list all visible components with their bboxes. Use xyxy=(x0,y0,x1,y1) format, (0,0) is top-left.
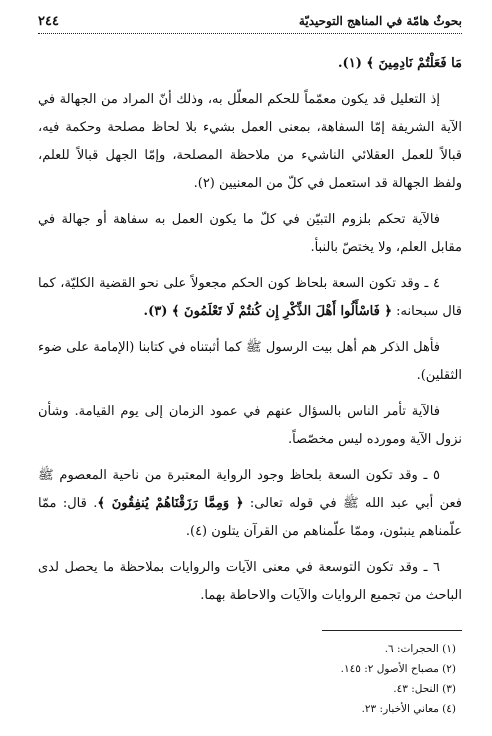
paragraph-gap xyxy=(38,326,462,334)
point-5-text-b: . قال: ممّا علّمناهم ينبئون، وممّا علّمناهم من القرآن يتلون (٤). xyxy=(38,496,462,539)
paragraph-ayah-ruling: فالآية تحكم بلزوم التبيّن في كلّ ما يكون العمل به سفاهة أو جهالة في مقابل العلم، ولا يختصّ بالنبأ. xyxy=(38,212,462,255)
point-4-quran-quote: ﴿ فَاسْأَلُوا أَهْلَ الذِّكْرِ إِن كُنتُمْ لَا تَعْلَمُونَ ﴾ (٣). xyxy=(143,304,392,319)
page-number: ٢٤٤ xyxy=(38,14,59,29)
paragraph-taalil: إذ التعليل قد يكون معمّماً للحكم المعلّل به، وذلك أنّ المراد من الجهالة في الآية الشريفة إمّا السفاهة، بمعنى العمل بشيء بلا لحاظ مصلحة وحكمة فيه، قبالاً للعمل العقلائي الناشيء من ملاحظة المصلحة، وإمّا الجهل قبالاً للعلم، ولفظ الجهالة قد استعمل في كلّ من المعنيين (٢). xyxy=(38,92,462,191)
footnote-3: (٣) النحل: ٤٣. xyxy=(393,683,456,695)
paragraph-point-4 xyxy=(38,270,462,326)
paragraph-point-5 xyxy=(38,462,462,546)
paragraph-gap xyxy=(38,546,462,554)
running-title: بحوثٌ هامّة في المناهج التوحيديّة xyxy=(298,14,462,28)
point-4-text: ٤ ـ وقد تكون السعة بلحاظ كون الحكم مجعولاً على نحو القضية الكليّة، كما قال سبحانه: xyxy=(38,276,462,319)
quran-verse-continuation: مَا فَعَلْتُمْ نَادِمِينَ ﴾ (١). xyxy=(338,56,462,71)
paragraph-gap xyxy=(38,390,462,398)
point-5-text-a: ٥ ـ وقد تكون السعة بلحاظ وجود الرواية المعتبرة من ناحية المعصوم ﷺ فعن أبي عبد الله ﷺ في قوله تعالى: xyxy=(38,468,462,511)
paragraph-gap xyxy=(38,198,462,206)
paragraph-point-6: ٦ ـ وقد تكون التوسعة في معنى الآيات والروايات بملاحظة ما يحصل لدى الباحث من تجميع الروايات والآيات والاحاطة بهما. xyxy=(38,560,462,603)
paragraph-ayah-command: فالآية تأمر الناس بالسؤال عنهم في عمود الزمان إلى يوم القيامة. وشأن نزول الآية ومورده ليس مخصّصاً. xyxy=(38,404,462,447)
paragraph-gap xyxy=(38,262,462,270)
paragraph-gap xyxy=(38,78,462,86)
running-header xyxy=(38,12,462,34)
book-page xyxy=(38,12,462,724)
paragraph-ahl-al-dhikr: فأهل الذكر هم أهل بيت الرسول ﷺ كما أثبتناه في كتابنا (الإمامة على ضوء الثقلين). xyxy=(38,340,462,383)
point-5-quran-quote: ﴿ وَمِمَّا رَزَقْنَاهُمْ يُنفِقُونَ ﴾ xyxy=(97,496,244,511)
footnote-2: (٢) مصباح الأصول ٢: ١٤٥. xyxy=(340,663,456,675)
footnote-4: (٤) معاني الأخبار: ٢٣. xyxy=(361,703,456,715)
footnote-divider xyxy=(322,630,462,631)
footnote-1: (١) الحجرات: ٦. xyxy=(384,643,456,655)
paragraph-gap xyxy=(38,454,462,462)
